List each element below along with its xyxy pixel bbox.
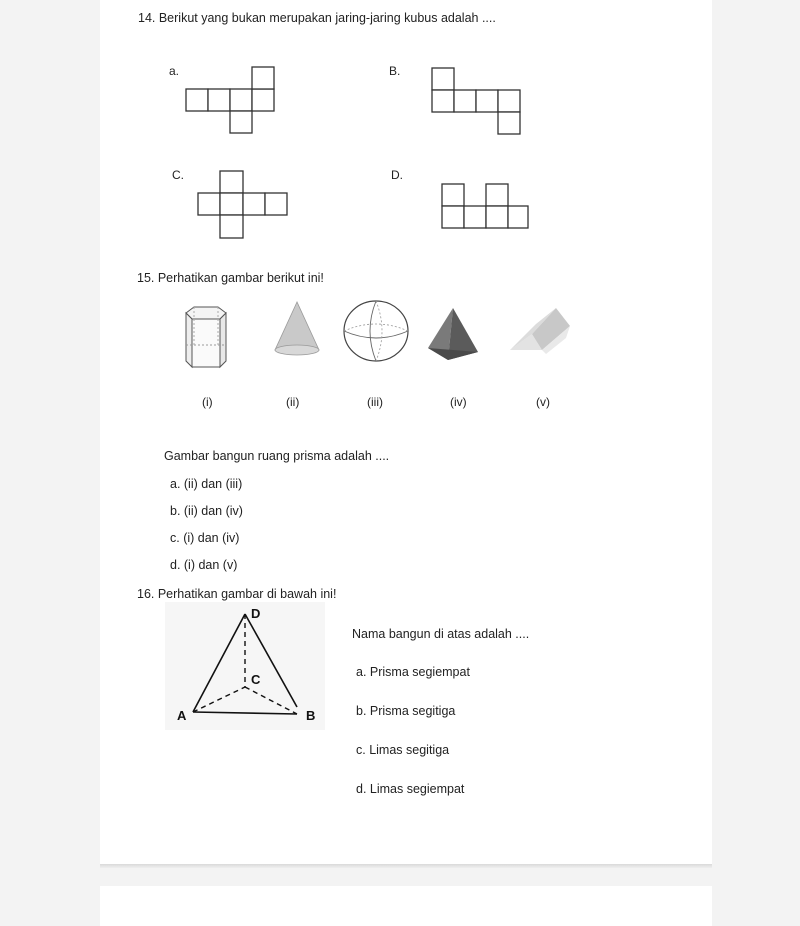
triangular-pyramid-figure (165, 602, 325, 732)
q16-prompt: 16. Perhatikan gambar di bawah ini! (137, 587, 337, 601)
q14-net-a (185, 65, 285, 135)
figure-label-iv: (iv) (450, 395, 467, 409)
q14-label-a: a. (169, 64, 180, 78)
q16-option-b[interactable]: b. Prisma segitiga (356, 704, 456, 718)
figure-label-i: (i) (202, 395, 213, 409)
q14-net-b (430, 66, 530, 138)
q16-option-c[interactable]: c. Limas segitiga (356, 743, 450, 757)
q15-option-a[interactable]: a. (ii) dan (iii) (170, 477, 243, 491)
page-divider (100, 864, 712, 868)
q16-option-a[interactable]: a. Prisma segiempat (356, 665, 470, 679)
vertex-label-b: B (306, 708, 316, 723)
vertex-label-a: A (177, 708, 187, 723)
figure-label-v: (v) (536, 395, 550, 409)
figure-label-ii: (ii) (286, 395, 300, 409)
vertex-label-c: C (251, 672, 261, 687)
q15-prompt: 15. Perhatikan gambar berikut ini! (137, 271, 324, 285)
triangular-prism-figure (506, 306, 572, 356)
q14-net-c (198, 170, 298, 242)
figure-label-iii: (iii) (367, 395, 383, 409)
q15-option-c[interactable]: c. (i) dan (iv) (170, 531, 240, 545)
next-page (100, 886, 712, 926)
vertex-label-d: D (251, 606, 261, 621)
q14-net-d (440, 182, 540, 232)
q14-label-c: C. (172, 168, 184, 182)
q15-option-d[interactable]: d. (i) dan (v) (170, 558, 238, 572)
q16-question: Nama bangun di atas adalah .... (352, 627, 530, 641)
sphere-figure (342, 299, 410, 363)
q15-option-b[interactable]: b. (ii) dan (iv) (170, 504, 243, 518)
q14-question: 14. Berikut yang bukan merupakan jaring-jaring kubus adalah .... (138, 11, 496, 25)
q16-option-d[interactable]: d. Limas segiempat (356, 782, 465, 796)
q15-question: Gambar bangun ruang prisma adalah .... (164, 449, 390, 463)
pyramid-figure (426, 306, 482, 362)
hexagonal-prism-figure (182, 305, 230, 373)
q14-label-b: B. (389, 64, 401, 78)
cone-figure (272, 300, 322, 360)
q14-label-d: D. (391, 168, 403, 182)
